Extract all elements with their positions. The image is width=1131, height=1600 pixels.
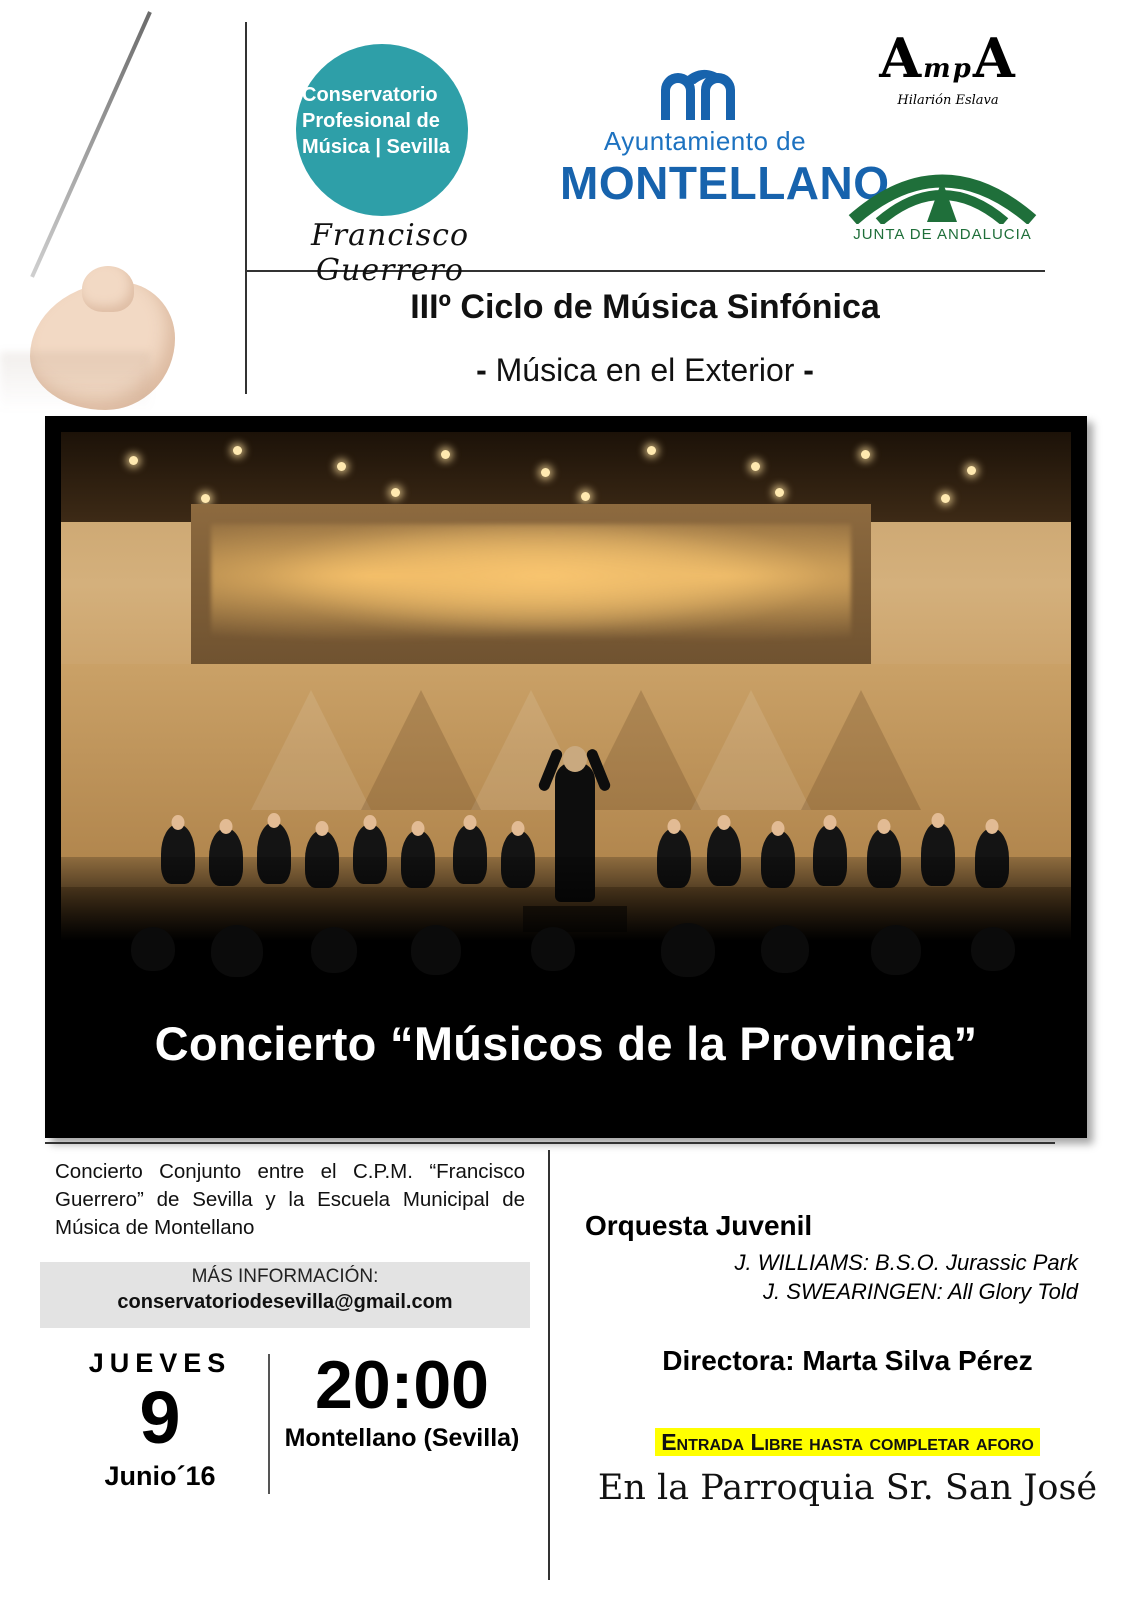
vertical-divider-left	[245, 22, 247, 394]
subtitle-dash-right: -	[794, 352, 814, 388]
audience-head	[531, 927, 575, 971]
program-piece: J. WILLIAMS: B.S.O. Jurassic Park	[734, 1250, 1078, 1275]
ceiling-light-icon	[861, 450, 870, 459]
ceiling-light-icon	[391, 488, 400, 497]
ceiling-light-icon	[775, 488, 784, 497]
concert-description: Concierto Conjunto entre el C.P.M. “Francisco Guerrero” de Sevilla y la Escuela Municipal de Música de Montellano	[55, 1160, 525, 1239]
ceiling-light-icon	[541, 468, 550, 477]
ayuntamiento-main-label: MONTELLANO	[560, 157, 890, 209]
junta-arcs-icon	[845, 150, 1040, 224]
conservatorio-line-3: Música | Sevilla	[302, 136, 450, 158]
event-day-number: 9	[139, 1376, 181, 1459]
vertical-divider-center	[548, 1150, 550, 1580]
contact-email[interactable]: conservatoriodesevilla@gmail.com	[117, 1291, 453, 1313]
ampa-letter-a1: A	[879, 26, 924, 90]
subtitle-dash-left: -	[476, 352, 496, 388]
conductor-baton-illustration	[30, 10, 260, 410]
logo-junta-andalucia	[845, 150, 1040, 270]
vertical-divider-date-time	[268, 1354, 270, 1494]
logo-band	[0, 0, 1131, 288]
conductor-name: Directora: Marta Silva Pérez	[662, 1345, 1033, 1376]
audience-head	[971, 927, 1015, 971]
ceiling-light-icon	[441, 450, 450, 459]
event-month-year: Junio´16	[104, 1461, 216, 1491]
ayuntamiento-mark-icon	[655, 60, 755, 122]
ensemble-name: Orquesta Juvenil	[585, 1210, 813, 1241]
concert-photo	[45, 416, 1087, 1138]
subtitle-text: Música en el Exterior	[495, 352, 795, 388]
hand-shadow	[0, 352, 150, 412]
junta-label: JUNTA DE ANDALUCIA	[853, 226, 1032, 243]
logo-conservatorio	[270, 36, 510, 288]
audience-head	[311, 927, 357, 973]
event-city: Montellano (Sevilla)	[284, 1424, 520, 1452]
free-entry-notice	[575, 1429, 1120, 1456]
ceiling-light-icon	[337, 462, 346, 471]
audience-head	[411, 925, 461, 975]
wall-facet	[251, 690, 371, 810]
audience-head	[211, 925, 263, 977]
event-date	[60, 1348, 260, 1492]
ampa-wordmark	[858, 26, 1038, 97]
ampa-letters-mp: mp	[923, 54, 973, 84]
wall-facet	[691, 690, 811, 810]
logo-ayuntamiento	[560, 60, 890, 230]
conductor-head	[563, 746, 587, 772]
ceiling-light-icon	[129, 456, 138, 465]
poster-title: IIIº Ciclo de Música Sinfónica	[410, 288, 880, 326]
program-panel	[575, 1150, 1120, 1508]
ayuntamiento-top-label: Ayuntamiento de	[603, 126, 807, 156]
more-info-label: MÁS INFORMACIÓN:	[191, 1266, 379, 1287]
poster-subtitle	[245, 352, 1045, 389]
conservatorio-line-1: Conservatorio	[302, 84, 438, 106]
stage-wall-lighting	[211, 524, 851, 654]
ceiling-light-icon	[233, 446, 242, 455]
baton-stick-icon	[30, 11, 152, 278]
event-time-value: 20:00	[315, 1347, 489, 1423]
ceiling-light-icon	[967, 466, 976, 475]
audience-head	[131, 927, 175, 971]
venue-name: En la Parroquia Sr. San José	[597, 1468, 1098, 1508]
ceiling-light-icon	[941, 494, 950, 503]
program-piece: J. SWEARINGEN: All Glory Told	[763, 1279, 1078, 1304]
ampa-letter-a2: A	[972, 26, 1017, 90]
event-time	[282, 1347, 522, 1453]
more-info-box	[40, 1262, 530, 1328]
conservatorio-signature: Francisco Guerrero	[310, 218, 470, 288]
audience-head	[871, 925, 921, 975]
event-day-of-week: JUEVES	[88, 1348, 232, 1378]
ceiling-light-icon	[581, 492, 590, 501]
concert-hall-scene	[61, 432, 1071, 977]
conservatorio-line-2: Profesional de	[302, 110, 440, 132]
conservatorio-text	[302, 82, 470, 160]
wall-facet	[361, 690, 481, 810]
audience-head	[761, 925, 809, 973]
details-section	[0, 1150, 1131, 1600]
audience-head	[661, 923, 715, 977]
ceiling-light-icon	[201, 494, 210, 503]
ampa-subtitle: Hilarión Eslava	[897, 93, 999, 108]
audience-silhouettes	[61, 857, 1071, 977]
wall-facet	[801, 690, 921, 810]
ceiling-light-icon	[647, 446, 656, 455]
ceiling-light-icon	[751, 462, 760, 471]
free-entry-text: Entrada Libre hasta completar aforo	[655, 1428, 1040, 1456]
logo-ampa	[858, 26, 1038, 140]
photo-caption: Concierto “Músicos de la Provincia”	[154, 1017, 978, 1070]
horizontal-divider-bottom	[45, 1142, 1055, 1144]
